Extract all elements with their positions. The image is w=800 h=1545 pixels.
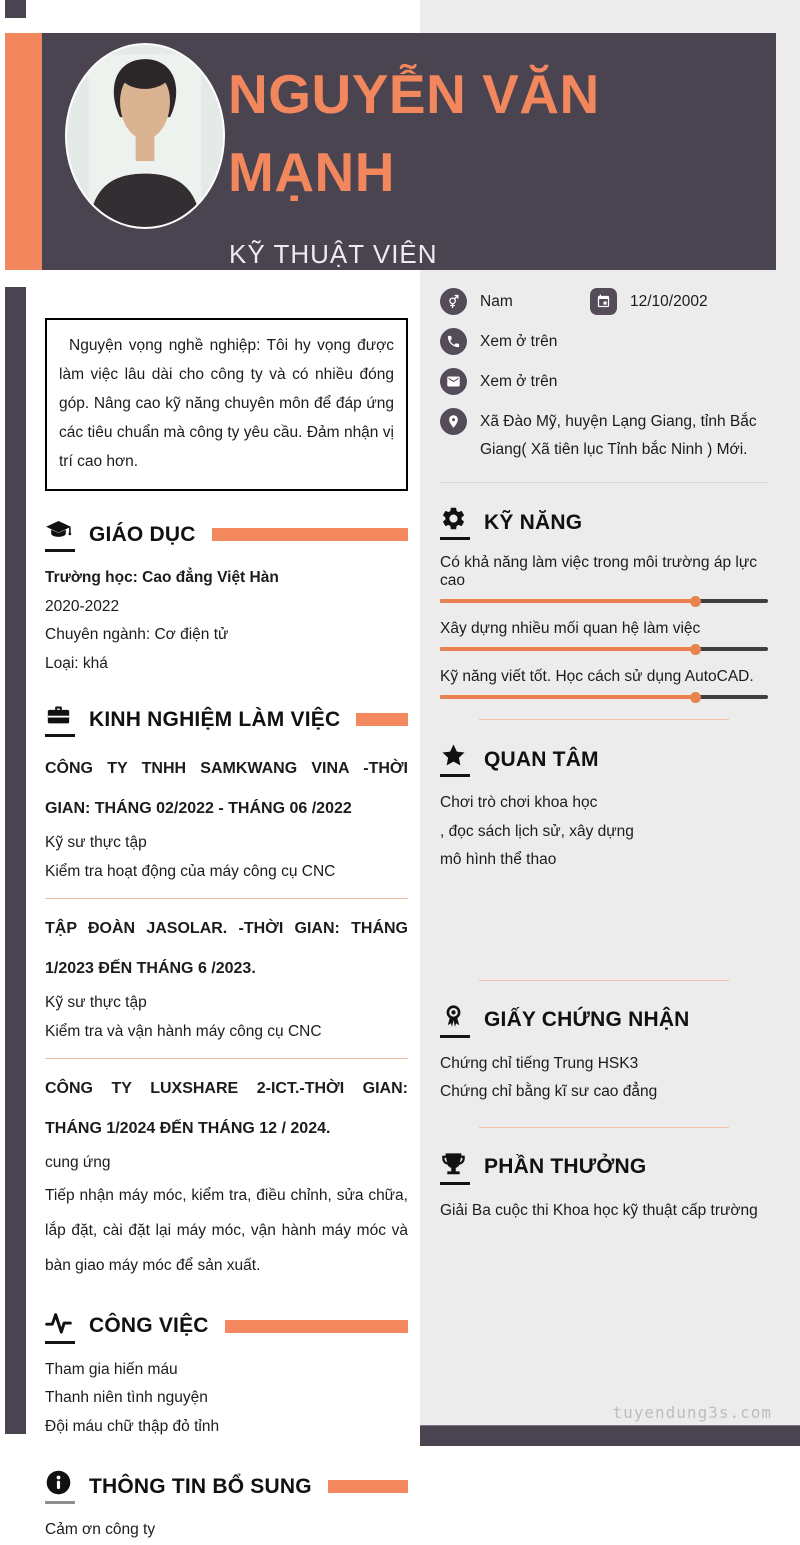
experience-title: KINH NGHIỆM LÀM VIỆC: [89, 707, 341, 731]
skill-bar-fill: [440, 647, 696, 651]
awards-title: PHẦN THƯỞNG: [484, 1155, 647, 1178]
activity-item: Thanh niên tình nguyện: [45, 1389, 208, 1406]
skill-item: [440, 620, 768, 651]
briefcase-icon: [45, 702, 75, 737]
contact-phone: [440, 328, 768, 355]
candidate-name: [228, 55, 768, 211]
job-entry-2: [45, 909, 408, 1046]
header-orange-strip: [5, 33, 42, 270]
activity-item: Đội máu chữ thập đỏ tỉnh: [45, 1417, 220, 1435]
contact-row-gender-dob: [440, 288, 768, 328]
trophy-icon: [440, 1150, 470, 1185]
education-title: GIÁO DỤC: [89, 522, 196, 546]
award-item: Giải Ba cuộc thi Khoa học kỹ thuật cấp trường: [440, 1201, 758, 1219]
interests-title: QUAN TÂM: [484, 747, 599, 771]
right-column: [440, 288, 768, 1225]
watermark: tuyendung3s.com: [612, 1403, 772, 1422]
contact-gender: [440, 288, 590, 315]
job-desc: Tiếp nhận máy móc, kiểm tra, điều chỉnh, sửa chữa, lắp đặt, cài đặt lại máy móc, vận hành máy móc và bàn giao máy móc để sản xuất.: [45, 1186, 408, 1274]
education-major: Chuyên ngành: Cơ điện tử: [45, 626, 229, 643]
job-desc: Kiểm tra và vận hành máy công cụ CNC: [45, 1022, 322, 1040]
education-section-heading: [45, 517, 408, 552]
awards-section-heading: [440, 1150, 768, 1185]
contact-address: [440, 408, 768, 464]
additional-title: THÔNG TIN BỔ SUNG: [89, 1474, 312, 1498]
corner-accent-square: [5, 0, 26, 18]
contact-birthday: [590, 288, 708, 315]
activity-item: Tham gia hiến máu: [45, 1360, 178, 1378]
activities-section-heading: [45, 1309, 408, 1344]
job-divider: [45, 898, 408, 899]
phone-icon: [440, 328, 467, 355]
activity-icon: [45, 1309, 75, 1344]
interest-line: mô hình thể thao: [440, 851, 557, 868]
job-role: Kỹ sư thực tập: [45, 834, 147, 851]
email-icon: [440, 368, 467, 395]
gender-icon: [440, 288, 467, 315]
job-heading: CÔNG TY LUXSHARE 2-ICT.-THỜI GIAN: THÁNG 1/2024 ĐẾN THÁNG 12 / 2024.: [45, 1080, 408, 1137]
activities-accent-bar: [225, 1320, 408, 1333]
skill-bar-handle: [690, 596, 701, 607]
graduation-cap-icon: [45, 517, 75, 552]
certificates-section-heading: [440, 1003, 768, 1038]
email-value: Xem ở trên: [480, 373, 558, 390]
certificate-item: Chứng chỉ bằng kĩ sư cao đẳng: [440, 1083, 658, 1100]
job-divider: [45, 1058, 408, 1059]
certificate-item: Chứng chỉ tiếng Trung HSK3: [440, 1054, 639, 1072]
job-role: Kỹ sư thực tập: [45, 994, 147, 1011]
medal-icon: [440, 1003, 470, 1038]
additional-item: Cảm ơn công ty: [45, 1521, 156, 1538]
contact-divider: [440, 482, 768, 483]
location-icon: [440, 408, 467, 435]
experience-section-heading: [45, 702, 408, 737]
skill-item: [440, 554, 768, 603]
job-entry-1: [45, 749, 408, 886]
address-value: Xã Đào Mỹ, huyện Lạng Giang, tỉnh Bắc Giang( Xã tiên lục Tỉnh bắc Ninh ) Mới.: [480, 413, 757, 458]
certificates-title: GIẤY CHỨNG NHẬN: [484, 1008, 690, 1031]
skill-bar: [440, 695, 768, 699]
left-column: [45, 318, 408, 1545]
additional-accent-bar: [328, 1480, 408, 1493]
job-entry-3: [45, 1069, 408, 1283]
gender-value: Nam: [480, 293, 513, 310]
education-grade: Loại: khá: [45, 654, 108, 672]
phone-value: Xem ở trên: [480, 333, 558, 350]
skill-label: Kỹ năng viết tốt. Học cách sử dụng AutoCAD.: [440, 668, 754, 685]
star-icon: [440, 742, 470, 777]
gear-icon: [440, 505, 470, 540]
education-school: Trường học: Cao đẳng Việt Hàn: [45, 569, 279, 586]
skill-label: Có khả năng làm việc trong môi trường áp lực cao: [440, 554, 757, 589]
activities-title: CÔNG VIỆC: [89, 1314, 209, 1337]
contact-email: [440, 368, 768, 395]
avatar-photo-icon: [67, 45, 223, 227]
education-accent-bar: [212, 528, 408, 541]
objective-box: [45, 318, 408, 491]
job-role: cung ứng: [45, 1154, 111, 1171]
candidate-job-title: KỸ THUẬT VIÊN: [229, 239, 438, 269]
job-heading: CÔNG TY TNHH SAMKWANG VINA -THỜI GIAN: THÁNG 02/2022 - THÁNG 06 /2022: [45, 760, 408, 817]
job-heading: TẬP ĐOÀN JASOLAR. -THỜI GIAN: THÁNG 1/2023 ĐẾN THÁNG 6 /2023.: [45, 920, 408, 977]
skill-bar-handle: [690, 692, 701, 703]
section-divider: [479, 1127, 729, 1128]
interest-line: , đọc sách lịch sử, xây dựng: [440, 822, 634, 840]
skill-bar-fill: [440, 599, 696, 603]
skills-section-heading: [440, 505, 768, 540]
interest-line: Chơi trò chơi khoa học: [440, 794, 598, 811]
birthday-value: 12/10/2002: [630, 293, 708, 310]
skill-bar-fill: [440, 695, 696, 699]
skills-title: KỸ NĂNG: [484, 510, 583, 534]
job-desc: Kiểm tra hoạt động của máy công cụ CNC: [45, 862, 336, 880]
info-icon: [45, 1469, 75, 1504]
left-accent-rail: [5, 287, 26, 1434]
objective-text: Nguyện vọng nghề nghiệp: Tôi hy vọng được làm việc lâu dài cho công ty và có nhiều đóng góp. Nâng cao kỹ năng chuyên môn để đáp ứng các tiêu chuẩn mà công ty yêu cầu. Đảm nhận vị trí cao hơn.: [59, 337, 394, 470]
bottom-accent-bar: [420, 1425, 800, 1446]
experience-accent-bar: [356, 713, 408, 726]
name-line1: NGUYỄN VĂN: [228, 63, 600, 125]
profile-photo: [65, 43, 225, 229]
section-divider: [479, 719, 729, 720]
section-divider: [479, 980, 729, 981]
additional-section-heading: [45, 1469, 408, 1504]
skill-bar-handle: [690, 644, 701, 655]
skill-label: Xây dựng nhiều mối quan hệ làm việc: [440, 620, 701, 637]
name-line2: MẠNH: [228, 141, 395, 203]
education-years: 2020-2022: [45, 597, 120, 615]
skill-bar: [440, 599, 768, 603]
skill-item: [440, 668, 768, 699]
skill-bar: [440, 647, 768, 651]
header: [5, 33, 776, 270]
calendar-icon: [590, 288, 617, 315]
interests-section-heading: [440, 742, 768, 777]
